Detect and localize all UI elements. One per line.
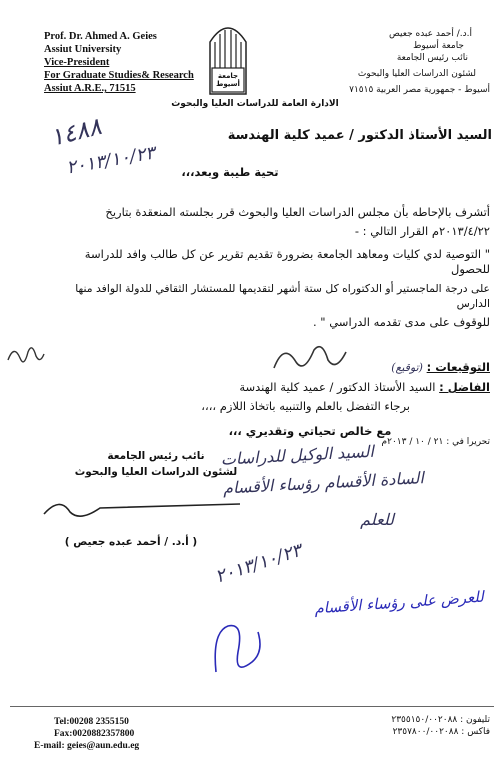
signatory-title-2: لشئون الدراسات العليا والبحوث [74,466,238,478]
action-label: الفاضل : [439,380,490,394]
reviewer-signature [270,338,350,378]
department-subheading: الادارة العامة للدراسات العليا والبحوث [171,99,339,109]
signatures-label: التوقيعات : [426,360,490,374]
body-line-1: أتشرف بالإحاطه بأن مجلس الدراسات العليا والبحوث قرر بجلسته المنعقدة بتاريخ [105,205,490,219]
logo-text: جامعة أسيوط [216,72,240,88]
action-addressee: السيد الأستاذ الدكتور / عميد كلية الهندسة [239,380,436,394]
footer-contact-ar [290,714,490,738]
footer-tel: Tel:00208 2355150 [54,717,129,727]
letterhead-name-en: Prof. Dr. Ahmed A. Geies [44,31,157,42]
letterhead-address-en: Assiut A.R.E., 71515 [44,83,136,94]
signatory-name: ( أ.د. / أحمد عبده جعيص ) [64,536,198,548]
university-logo [205,12,251,96]
letterhead-office-ar: لشئون الدراسات العليا والبحوث [357,69,476,79]
action-line-2: برجاء التفضل بالعلم والتنبيه باتخاذ اللازم ،،،، [201,399,410,413]
letterhead-title-ar: نائب رئيس الجامعة [396,53,468,63]
english-letterhead [44,30,224,95]
letter-body [50,205,490,330]
handwritten-reference-date: ٢٠١٣/١٠/٢٣ [64,142,157,179]
letterhead-university-en: Assiut University [44,44,122,55]
letterhead-office-en: For Graduate Studies& Research [44,70,194,81]
footer-fax-ar: فاكس : ٢٣٥٧٨٠٠/٠٠٢٠٨٨ [392,727,490,737]
issue-date: تحريرا في : ٢١ / ١٠ / ٢٠١٣م [381,437,490,447]
closing: مع خالص تحياتي وتقديري ،،، [228,424,392,438]
footer-email: E-mail: geies@aun.edu.eg [34,741,140,751]
body-line-2: ٢٠١٣/٤/٢٢م القرار التالي : - [354,224,490,238]
arabic-letterhead [320,28,490,96]
quote-line-1: " التوصية لدي كليات ومعاهد الجامعة بضرورة تقديم تقرير عن كل طالب وافد للدراسة للحصول [84,247,490,276]
blue-signature [208,612,268,692]
action-block [50,380,490,414]
footer-tel-ar: تليفون : ٢٣٥٥١٥٠/٠٠٢٠٨٨ [391,715,490,725]
quote-line-3: للوقوف على مدى تقدمه الدراسي " . [312,315,490,329]
addressee: السيد الأستاذ الدكتور / عميد كلية الهندسة [227,128,492,143]
greeting: تحية طيبة وبعد،،، [181,165,279,179]
letterhead-university-ar: جامعة أسيوط [413,41,464,51]
vice-president-signature [40,488,250,528]
handwritten-reference-number: ١٤٨٨ [47,112,105,152]
quote-line-2: على درجة الماجستير أو الدكتوراه كل ستة أشهر لتقديمها للمستشار الثقافي للدولة الوافد منها الدارس [75,282,490,310]
letterhead-title-en: Vice-President [44,57,110,68]
margin-signature [6,338,46,368]
handwritten-note-2: السادة الأقسام رؤساء الأقسام [222,468,425,498]
letterhead-address-ar: أسيوط - جمهورية مصر العربية ٧١٥١٥ [349,85,490,95]
handwritten-note-3: للعلم [360,510,394,529]
handwritten-note-4: للعرض على رؤساء الأقسام [313,587,485,618]
handwritten-note-1: السيد الوكيل للدراسات [220,441,375,469]
letterhead-name-ar: أ.د./ أحمد عبده جعيص [388,29,472,39]
signatures-value: (توقيع) [391,361,423,374]
footer-contact-en [34,716,139,752]
footer-rule [10,706,494,707]
footer-fax: Fax:0020882357800 [54,729,135,739]
signatory-title-1: نائب رئيس الجامعة [107,450,205,462]
handwritten-note-date: ٢٠١٣/١٠/٢٣ [212,539,305,588]
